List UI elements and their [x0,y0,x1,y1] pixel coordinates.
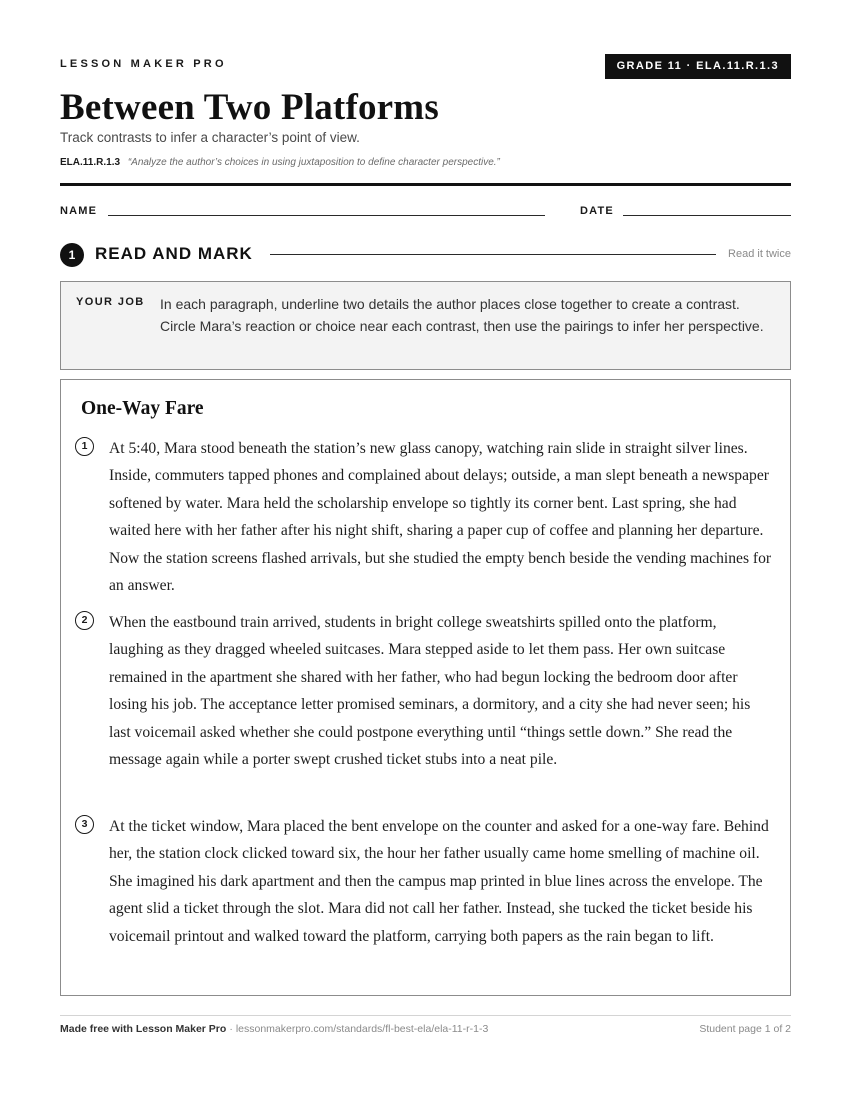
instructions-box [60,281,791,370]
name-line[interactable] [108,215,545,216]
passage-title: One-Way Fare [81,398,204,419]
standard-code: ELA.11.R.1.3 [60,157,121,168]
section-number-badge: 1 [60,243,84,267]
paragraph-text: At the ticket window, Mara placed the bent envelope on the counter and asked for a one-way fare. Behind her, the station clock clicked toward six, the hour her father usually came home smelling of machine oil. She imagined his dark apartment and then the campus map printed in blue lines across the envelope. The agent slid a ticket through the slot. Mara did not call her father. Instead, she tucked the ticket beside his voicemail printout and walked toward the platform, carrying both papers as the rain began to lift. [109,818,769,945]
worksheet-page [60,0,791,1100]
brand-name: LESSON MAKER PRO [60,58,227,70]
section-title: READ AND MARK [95,244,253,263]
date-line[interactable] [623,215,791,216]
date-label: DATE [580,205,614,217]
passage-paragraph [75,435,775,599]
paragraph-number: 1 [75,437,94,456]
reading-passage [60,379,791,996]
passage-paragraph [75,813,775,950]
section-hint: Read it twice [728,248,791,260]
section-rule [270,254,716,255]
grade-standard-badge: GRADE 11 · ELA.11.R.1.3 [605,54,791,79]
paragraph-text: When the eastbound train arrived, students in bright college sweatshirts spilled onto the platform, laughing as they dragged wheeled suitcases. Mara stepped aside to let them pass. Her own suitcase remained in the apartment she shared with her father, who had begun locking the bedroom door after losing his job. The acceptance letter promised seminars, a dormitory, and a city she had never seen; his last voicemail asked whether she could postpone everything until “things settle down.” She read the message again while a porter swept crushed ticket stubs into a neat pile. [109,614,751,769]
paragraph-number: 2 [75,611,94,630]
footer-brand: Made free with Lesson Maker Pro [60,1023,227,1035]
instructions-label: YOUR JOB [76,296,145,308]
standard-line [60,157,500,168]
page-indicator: Student page 1 of 2 [699,1023,791,1035]
paragraph-text: At 5:40, Mara stood beneath the station’s new glass canopy, watching rain slide in straight silver lines. Inside, commuters tapped phones and complained about delays; outside, a man slept beneath a newspaper softened by water. Mara held the scholarship envelope so tightly its corner bent. Last spring, she had waited here with her father after his night shift, sharing a paper cup of coffee and planning her departure. Now the station screens flashed arrivals, but she studied the empty bench beside the vending machines for an answer. [109,440,772,595]
paragraph-number: 3 [75,815,94,834]
passage-paragraph [75,609,775,773]
worksheet-subtitle: Track contrasts to infer a character’s point of view. [60,130,360,145]
footer-divider [60,1015,791,1016]
header-divider [60,183,791,186]
worksheet-title: Between Two Platforms [60,87,439,128]
footer-credit [60,1023,488,1035]
footer-separator: · [229,1023,233,1035]
name-label: NAME [60,205,98,217]
footer-url[interactable]: lessonmakerpro.com/standards/fl-best-ela/ela-11-r-1-3 [235,1023,489,1035]
standard-description: “Analyze the author’s choices in using juxtaposition to define character perspective.” [127,157,500,168]
instructions-text: In each paragraph, underline two details the author places close together to create a contrast. Circle Mara’s reaction or choice near each contrast, then use the pairings to infer her perspective. [160,296,764,334]
